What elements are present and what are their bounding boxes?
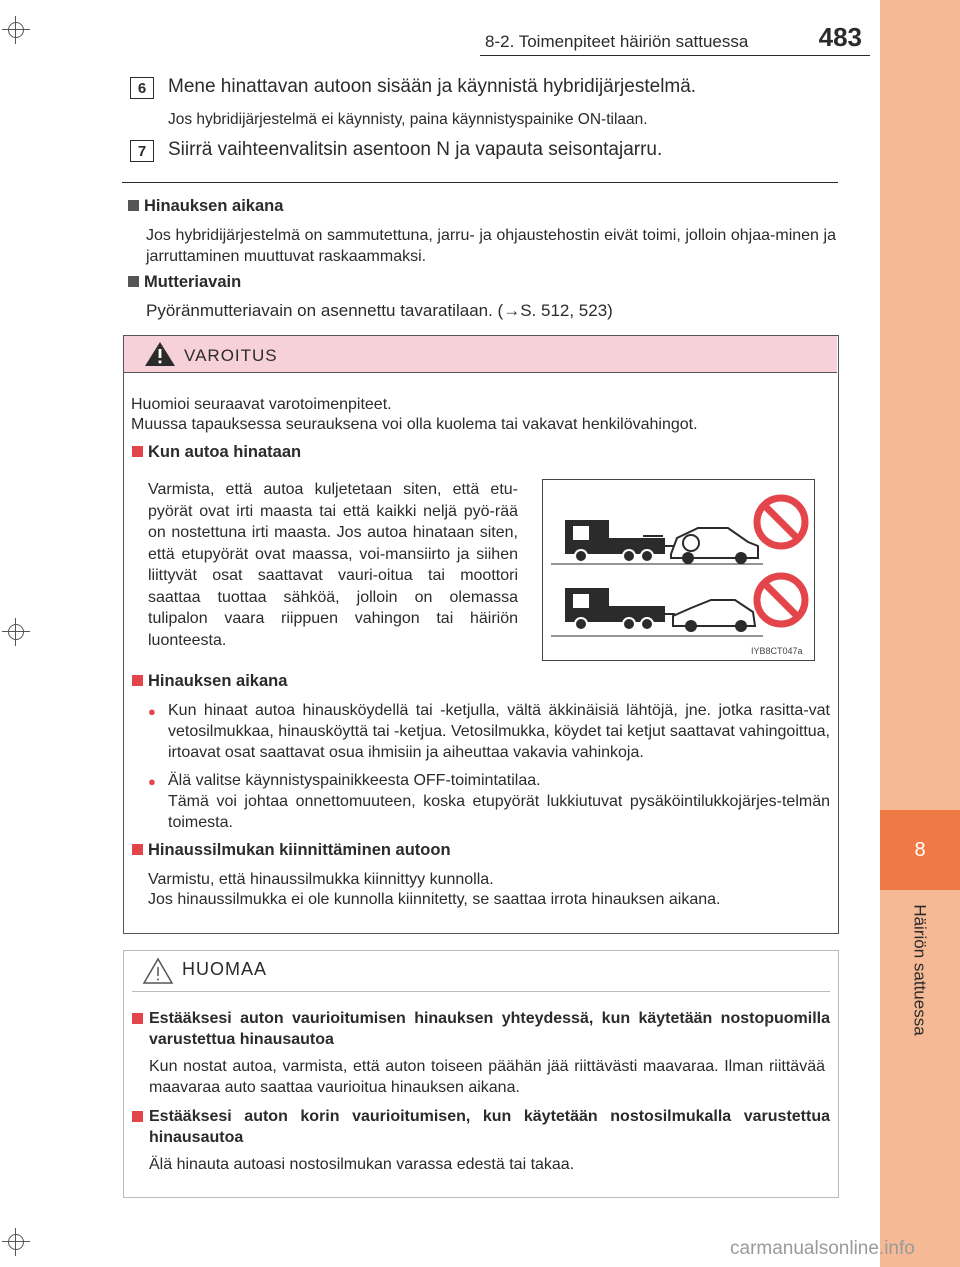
divider — [132, 991, 830, 992]
step-number: 6 — [130, 77, 154, 99]
warning-text-towed: Varmista, että autoa kuljetetaan siten, että etu-pyörät ovat irti maasta tai että kaikki neljä pyö-rää on nostettuna irti maasta. Jos autoa hinataan siten, että etupyörät ovat maassa, voi-mansiirto ja siihen liittyvät osat saattavat vauri-oitua tai moottori saattaa tuottaa sähköä, jolloin on olemassa tulipalon vaara riippuen vahingon tai häiriön luonteesta. — [148, 481, 518, 649]
divider — [122, 182, 838, 183]
bullet-icon: ● — [148, 704, 156, 719]
watermark: carmanualsonline.info — [730, 1238, 915, 1259]
warning-intro-2: Muussa tapauksessa seurauksena voi olla kuolema tai vakavat henkilövahingot. — [131, 416, 698, 433]
chapter-label: Häiriön sattuessa — [911, 904, 930, 1036]
step-text: Siirrä vaihteenvalitsin asentoon N ja vapauta seisontajarru. — [168, 139, 663, 160]
warning-triangle-icon — [144, 341, 176, 367]
square-bullet-icon — [128, 276, 139, 287]
tow-truck-rear-wheels-down — [551, 588, 763, 636]
info-text-wrench: Pyöränmutteriavain on asennettu tavaratilaan. (→S. 512, 523) — [146, 301, 613, 320]
step-7 — [130, 138, 662, 162]
warning-intro-1: Huomioi seuraavat varotoimenpiteet. — [131, 396, 392, 413]
warning-bullet-1: ● Kun hinaat autoa hinausköydellä tai -ketjulla, vältä äkkinäisiä lähtöjä, jne. jotka rasitta-vat vetosilmukkaa, hinausköyttä tai -ketjua. Vetosilmukka, köydet tai ketjut saattavat vahingoittua, irtoavat osat saattavat osua ihmisiin ja aiheuttaa vakavia vahinkoja. — [148, 702, 830, 761]
step-number: 7 — [130, 140, 154, 162]
tow-truck-front-wheels-down — [551, 520, 763, 564]
image-code: IYB8CT047a — [751, 646, 803, 656]
notice-triangle-icon — [142, 957, 174, 985]
warning-title: VAROITUS — [184, 346, 278, 365]
red-square-icon — [132, 675, 143, 686]
red-square-icon — [132, 1111, 143, 1122]
prohibited-sign-icon — [757, 498, 805, 546]
prohibited-sign-icon — [757, 576, 805, 624]
page-header — [480, 22, 870, 56]
warning-heading-towed: Kun autoa hinataan — [132, 443, 301, 462]
warning-heading-tow-eye: Hinaussilmukan kiinnittäminen autoon — [132, 841, 451, 860]
crop-mark-mid-left — [2, 618, 30, 646]
crop-mark-top-left — [2, 16, 30, 44]
chapter-number: 8 — [880, 810, 960, 890]
notice-heading-2: Estääksesi auton korin vaurioitumisen, kun käytetään nostosilmukalla varustettua hinausautoa — [132, 1106, 830, 1148]
notice-text-2: Älä hinauta autoasi nostosilmukan varassa edestä tai takaa. — [149, 1156, 575, 1173]
warning-header — [124, 336, 837, 373]
chapter-label-wrap — [880, 900, 960, 1040]
crop-mark-bottom-left — [2, 1228, 30, 1256]
info-heading-wrench: Mutteriavain — [128, 273, 241, 292]
info-heading-towing: Hinauksen aikana — [128, 197, 283, 216]
red-square-icon — [132, 844, 143, 855]
warning-tow-eye-2: Jos hinaussilmukka ei ole kunnolla kiinnitetty, se saattaa irrota hinauksen aikana. — [148, 891, 721, 908]
step-text: Mene hinattavan autoon sisään ja käynnistä hybridijärjestelmä. — [168, 76, 697, 97]
page-number: 483 — [818, 22, 862, 52]
warning-bullet-2: ● Älä valitse käynnistyspainikkeesta OFF-toimintatilaa. Tämä voi johtaa onnettomuuteen, koska etupyörät lukkiutuvat pysäköintilukkojärjes-telmän toimesta. — [148, 772, 830, 831]
red-square-icon — [132, 446, 143, 457]
chapter-side-tab — [880, 0, 960, 1267]
red-square-icon — [132, 1013, 143, 1024]
step-note: Jos hybridijärjestelmä ei käynnisty, paina käynnistyspainike ON-tilaan. — [168, 111, 648, 128]
info-text-towing: Jos hybridijärjestelmä on sammutettuna, jarru- ja ohjaustehostin eivät toimi, jolloin ohjaa-minen ja jarruttaminen muuttuvat raskaammaksi. — [146, 227, 836, 265]
step-6 — [130, 75, 696, 99]
notice-text-1: Kun nostat autoa, varmista, että auton toiseen päähän jää riittävästi maavaraa. Ilman riittävää maavaraa auto saattaa vaurioitua hinauksen aikana. — [149, 1058, 825, 1096]
notice-title: HUOMAA — [182, 959, 268, 979]
square-bullet-icon — [128, 200, 139, 211]
section-title: 8-2. Toimenpiteet häiriön sattuessa — [485, 32, 749, 51]
notice-heading-1: Estääksesi auton vaurioitumisen hinauksen yhteydessä, kun käytetään nostopuomilla varustettua hinausautoa — [132, 1008, 830, 1050]
bullet-icon: ● — [148, 774, 156, 789]
towing-illustration — [542, 479, 815, 661]
warning-heading-during-towing: Hinauksen aikana — [132, 672, 287, 691]
warning-tow-eye-1: Varmistu, että hinaussilmukka kiinnittyy kunnolla. — [148, 871, 494, 888]
